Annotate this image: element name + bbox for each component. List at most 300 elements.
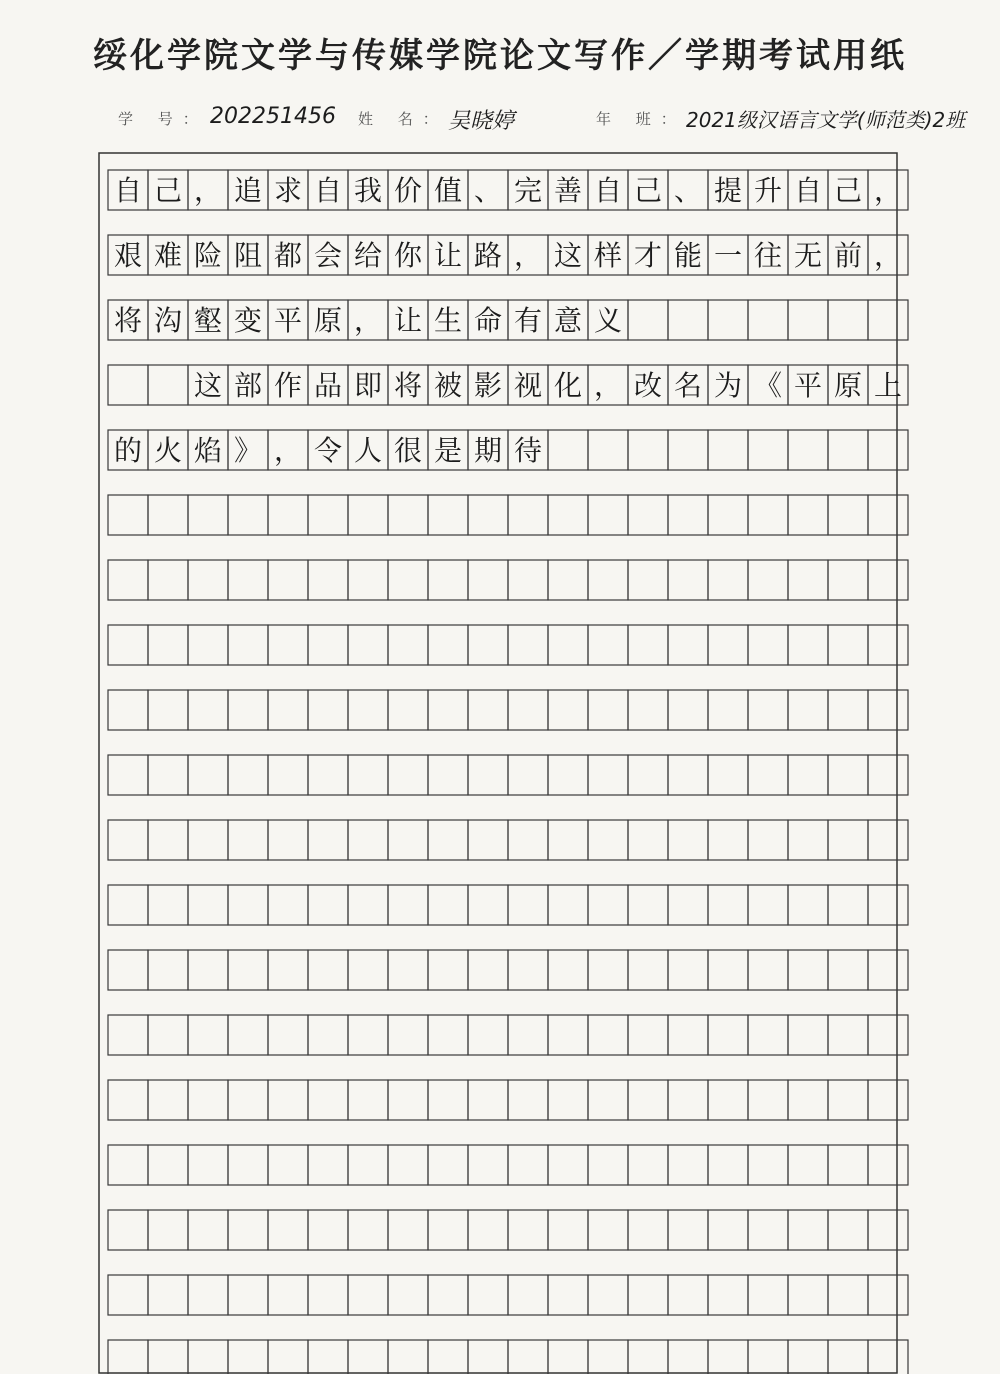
grid-cell [628,690,668,730]
grid-cell [788,885,828,925]
grid-cell [588,1015,628,1055]
grid-cell [428,1080,468,1120]
grid-cell [148,1340,188,1374]
essay-line: 这 部 作 品 即 将 被 影 视 化 ， 改 名 为 《 平 原 上 [193,369,903,402]
grid-cell [588,495,628,535]
grid-cell [348,1210,388,1250]
grid-cell [468,625,508,665]
grid-cell [748,950,788,990]
grid-cell [628,560,668,600]
grid-cell [748,1340,788,1374]
grid-cell [348,1015,388,1055]
grid-cell [188,690,228,730]
grid-cell [148,1210,188,1250]
grid-cell [108,625,148,665]
grid-row [108,495,908,535]
grid-row [108,1015,908,1055]
grid-cell [108,495,148,535]
grid-cell [788,560,828,600]
grid-cell [828,495,868,535]
grid-cell [788,1080,828,1120]
grid-row [108,885,908,925]
grid-cell [628,625,668,665]
grid-cell [868,625,908,665]
grid-cell [708,1210,748,1250]
grid-cell [668,1340,708,1374]
grid-cell [588,625,628,665]
grid-cell [468,1145,508,1185]
grid-cell [428,495,468,535]
grid-cell [828,430,868,470]
grid-cell [428,950,468,990]
grid-cell [668,625,708,665]
essay-line: 将 沟 壑 变 平 原 ， 让 生 命 有 意 义 [113,304,623,337]
grid-cell [308,1340,348,1374]
essay-line: 艰 难 险 阻 都 会 给 你 让 路 ， 这 样 才 能 一 往 无 前 ， [113,239,903,272]
grid-cell [108,690,148,730]
grid-cell [268,1340,308,1374]
grid-cell [228,950,268,990]
grid-cell [228,495,268,535]
grid-cell [388,1145,428,1185]
grid-cell [148,1015,188,1055]
grid-cell [308,690,348,730]
grid-cell [628,820,668,860]
grid-cell [388,950,428,990]
grid-cell [348,495,388,535]
grid-cell [548,1145,588,1185]
grid-cell [588,820,628,860]
grid-cell [748,1080,788,1120]
grid-cell [508,755,548,795]
grid-cell [628,1210,668,1250]
grid-cell [468,885,508,925]
grid-cell [548,690,588,730]
grid-cell [468,1275,508,1315]
grid-cell [748,430,788,470]
grid-cell [508,1210,548,1250]
grid-cell [868,1015,908,1055]
grid-cell [428,755,468,795]
grid-cell [308,1145,348,1185]
grid-row [108,430,908,470]
grid-cell [548,1015,588,1055]
grid-cell [308,1015,348,1055]
grid-cell [788,950,828,990]
grid-cell [308,755,348,795]
grid-cell [668,300,708,340]
grid-cell [628,430,668,470]
grid-cell [348,950,388,990]
grid-cell [548,1210,588,1250]
student-name-value: 吴晓婷 [448,109,515,134]
grid-cell [868,755,908,795]
grid-cell [748,495,788,535]
grid-cell [708,1015,748,1055]
grid-cell [228,1080,268,1120]
grid-cell [748,690,788,730]
student-id-value: 202251456 [210,104,336,129]
grid-cell [268,625,308,665]
grid-cell [108,1340,148,1374]
grid-cell [788,625,828,665]
grid-cell [148,690,188,730]
grid-cell [788,755,828,795]
grid-cell [628,885,668,925]
grid-cell [428,625,468,665]
grid-cell [508,820,548,860]
grid-cell [868,1080,908,1120]
student-info [118,104,998,148]
grid-cell [828,1340,868,1374]
grid-cell [108,755,148,795]
grid-cell [708,625,748,665]
grid-cell [268,1210,308,1250]
grid-cell [228,560,268,600]
grid-cell [388,625,428,665]
grid-cell [348,1275,388,1315]
grid-cell [308,1080,348,1120]
grid-cell [668,950,708,990]
grid-cell [588,1080,628,1120]
grid-row [108,820,908,860]
grid-cell [508,1080,548,1120]
grid-cell [548,625,588,665]
grid-cell [588,950,628,990]
grid-cell [788,300,828,340]
grid-cell [628,950,668,990]
grid-cell [148,755,188,795]
grid-cell [308,560,348,600]
grid-cell [828,755,868,795]
grid-cell [308,625,348,665]
grid-cell [548,560,588,600]
grid-cell [748,885,788,925]
grid-cell [108,1210,148,1250]
grid-cell [388,495,428,535]
grid-cell [508,1340,548,1374]
grid-cell [788,1145,828,1185]
grid-cell [788,820,828,860]
grid-cell [788,495,828,535]
grid-row [108,755,908,795]
grid-cell [748,300,788,340]
grid-cell [268,1275,308,1315]
grid-cell [628,495,668,535]
grid-cell [708,1145,748,1185]
grid-cell [628,755,668,795]
grid-cell [828,300,868,340]
grid-cell [668,1015,708,1055]
grid-cell [468,1015,508,1055]
grid-cell [748,1145,788,1185]
grid-cell [708,820,748,860]
grid-cell [708,560,748,600]
grid-cell [708,950,748,990]
grid-cell [508,885,548,925]
grid-cell [348,1080,388,1120]
grid-row [108,1275,908,1315]
grid-cell [468,495,508,535]
grid-cell [828,560,868,600]
class-value: 2021级汉语言文学(师范类)2班 [686,108,966,132]
grid-cell [228,885,268,925]
grid-cell [708,690,748,730]
grid-cell [828,885,868,925]
grid-cell [428,1210,468,1250]
grid-cell [388,820,428,860]
grid-row [108,1210,908,1250]
grid-cell [388,1275,428,1315]
grid-cell [268,560,308,600]
grid-cell [828,690,868,730]
grid-cell [628,1340,668,1374]
grid-cell [668,885,708,925]
grid-row [108,365,908,405]
grid-cell [588,690,628,730]
grid-cell [388,690,428,730]
grid-cell [108,560,148,600]
grid-row [108,170,908,210]
grid-cell [228,1145,268,1185]
grid-cell [748,1015,788,1055]
grid-cell [388,885,428,925]
grid-cell [628,1015,668,1055]
grid-cell [148,820,188,860]
grid-cell [868,300,908,340]
grid-cell [628,1145,668,1185]
grid-cell [188,1145,228,1185]
grid-cell [548,1275,588,1315]
grid-row [108,560,908,600]
grid-cell [428,1275,468,1315]
grid-cell [508,495,548,535]
grid-cell [868,950,908,990]
grid-cell [868,885,908,925]
grid-cell [228,1275,268,1315]
grid-cell [508,950,548,990]
grid-cell [148,1080,188,1120]
grid-cell [388,1080,428,1120]
grid-cell [468,690,508,730]
grid-cell [628,300,668,340]
grid-cell [828,1145,868,1185]
grid-row [108,625,908,665]
grid-cell [628,1080,668,1120]
grid-cell [268,950,308,990]
grid-cell [588,1340,628,1374]
grid-cell [708,885,748,925]
grid-cell [788,1210,828,1250]
grid-cell [188,755,228,795]
grid-cell [668,1275,708,1315]
grid-cell [828,1210,868,1250]
grid-cell [388,1340,428,1374]
grid-cell [428,1015,468,1055]
grid-cell [668,690,708,730]
grid-cell [148,885,188,925]
grid-cell [828,1080,868,1120]
grid-cell [588,1145,628,1185]
grid-cell [508,1145,548,1185]
grid-cell [468,560,508,600]
grid-cell [828,820,868,860]
grid-cell [268,885,308,925]
grid-cell [548,1340,588,1374]
grid-cell [268,690,308,730]
grid-cell [708,1340,748,1374]
grid-cell [828,950,868,990]
grid-cell [868,820,908,860]
grid-cell [268,495,308,535]
grid-cell [188,1080,228,1120]
grid-cell [588,430,628,470]
grid-cell [548,1080,588,1120]
grid-cell [708,1275,748,1315]
student-name-label: 姓 名： [358,110,448,128]
grid-cell [588,885,628,925]
grid-cell [868,1210,908,1250]
grid-cell [108,1080,148,1120]
grid-cell [388,755,428,795]
grid-cell [788,1015,828,1055]
grid-cell [748,1275,788,1315]
grid-row [108,1340,908,1374]
grid-cell [428,560,468,600]
grid-cell [788,1275,828,1315]
grid-cell [468,755,508,795]
grid-cell [588,1275,628,1315]
grid-cell [748,1210,788,1250]
grid-cell [868,1145,908,1185]
grid-cell [348,690,388,730]
grid-cell [108,820,148,860]
grid-cell [548,950,588,990]
grid-row [108,950,908,990]
grid-cell [308,1210,348,1250]
grid-cell [868,1275,908,1315]
grid-cell [508,1015,548,1055]
grid-cell [668,1080,708,1120]
grid-cell [108,885,148,925]
grid-cell [108,1145,148,1185]
grid-row [108,235,908,275]
grid-cell [188,950,228,990]
student-id-label: 学 号： [118,110,208,128]
grid-cell [228,690,268,730]
grid-cell [668,820,708,860]
grid-cell [668,755,708,795]
grid-cell [708,495,748,535]
grid-cell [468,1210,508,1250]
grid-cell [148,560,188,600]
grid-cell [428,820,468,860]
grid-cell [548,430,588,470]
grid-cell [508,1275,548,1315]
grid-cell [868,560,908,600]
grid-cell [548,755,588,795]
grid-cell [188,1015,228,1055]
page-title: 绥化学院文学与传媒学院论文写作／学期考试用纸 [93,36,907,76]
grid-cell [708,300,748,340]
grid-cell [388,1210,428,1250]
grid-cell [548,885,588,925]
grid-cell [588,560,628,600]
grid-cell [148,495,188,535]
grid-cell [788,430,828,470]
grid-cell [748,560,788,600]
grid-cell [308,495,348,535]
grid-cell [148,1275,188,1315]
grid-cell [228,820,268,860]
grid-cell [348,885,388,925]
grid-cell [188,1275,228,1315]
grid-cell [788,1340,828,1374]
grid-cell [548,495,588,535]
grid-cell [868,495,908,535]
grid-cell [268,755,308,795]
grid-cell [268,1145,308,1185]
grid-cell [468,1080,508,1120]
grid-cell [508,625,548,665]
grid-cell [188,560,228,600]
grid-cell [508,690,548,730]
grid-cell [228,625,268,665]
grid-cell [148,950,188,990]
grid-cell [428,885,468,925]
grid-cell [868,690,908,730]
grid-cell [228,1340,268,1374]
grid-cell [148,1145,188,1185]
grid-cell [108,1015,148,1055]
grid-cell [268,820,308,860]
essay-line: 的 火 焰 》 ， 令 人 很 是 期 待 [113,434,543,467]
grid-cell [428,1340,468,1374]
grid-cell [348,560,388,600]
grid-cell [348,755,388,795]
grid-cell [748,625,788,665]
grid-cell [468,950,508,990]
grid-cell [468,820,508,860]
grid-cell [108,950,148,990]
grid-row [108,1080,908,1120]
grid-cell [188,625,228,665]
grid-cell [228,755,268,795]
answer-grid-sheet [98,152,903,1374]
grid-cell [828,1275,868,1315]
grid-cell [228,1210,268,1250]
grid-cell [428,690,468,730]
grid-cell [308,1275,348,1315]
grid-cell [788,690,828,730]
grid-cell [708,430,748,470]
grid-cell [388,560,428,600]
grid-cell [308,885,348,925]
grid-cell [348,1145,388,1185]
grid-cell [428,1145,468,1185]
grid-cell [588,755,628,795]
grid-cell [188,1340,228,1374]
grid-cell [188,495,228,535]
grid-cell [708,755,748,795]
grid-cell [348,820,388,860]
grid-cell [348,1340,388,1374]
grid-cell [108,1275,148,1315]
grid-cell [228,1015,268,1055]
grid-cell [868,1340,908,1374]
essay-line: 自 己 ， 追 求 自 我 价 值 、 完 善 自 己 、 提 升 自 己 ， [113,174,903,207]
grid-cell [588,1210,628,1250]
